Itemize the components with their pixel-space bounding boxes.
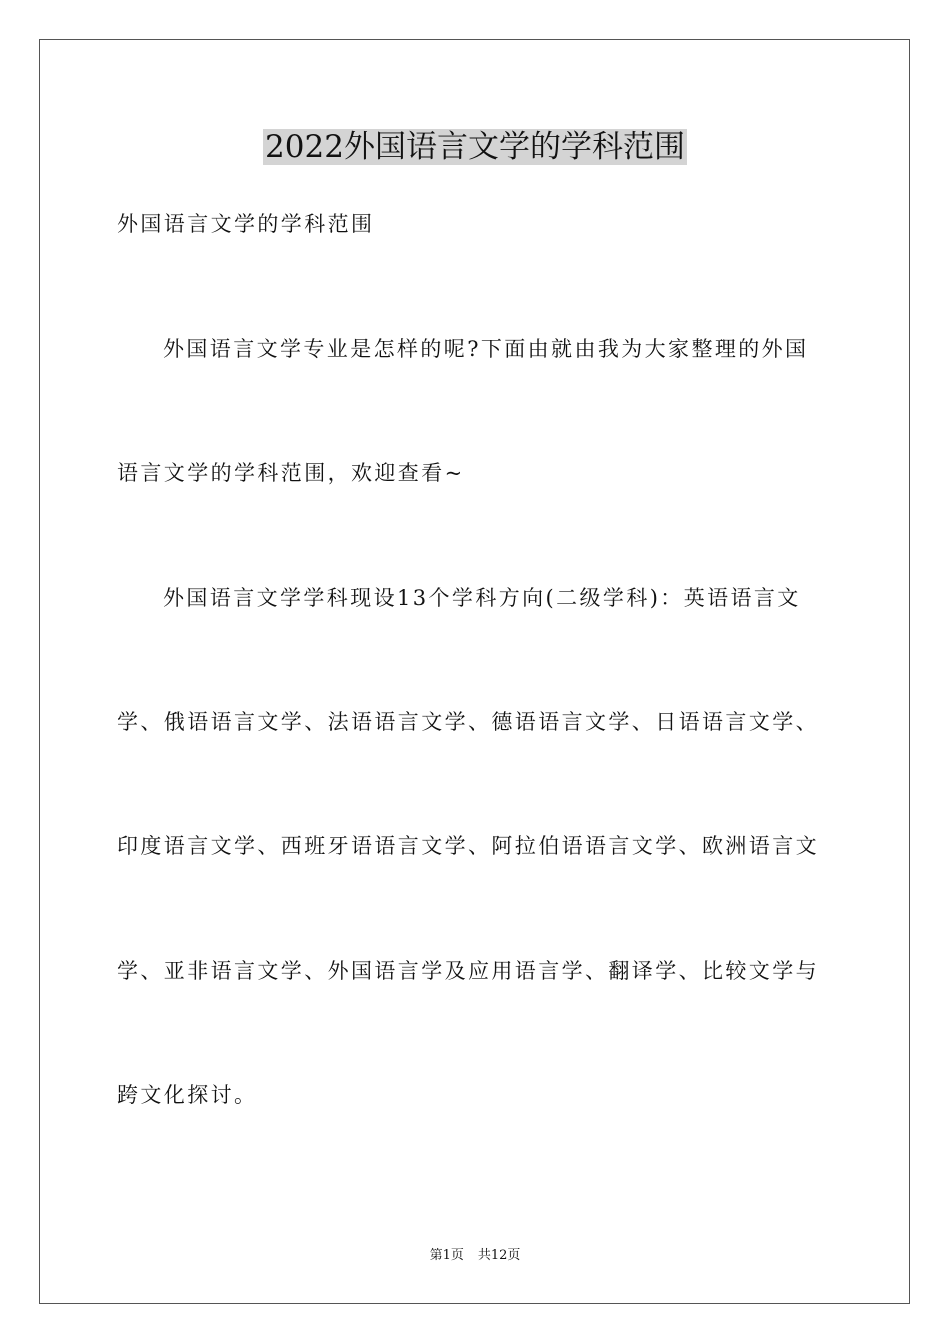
document-title-text: 2022外国语言文学的学科范围 bbox=[265, 129, 685, 165]
page-total: 共12页 bbox=[477, 1248, 521, 1263]
paragraph-line-2: 语言文学的学科范围，欢迎查看~ bbox=[117, 461, 465, 485]
document-title bbox=[0, 127, 950, 167]
page-number: 第1页 bbox=[429, 1248, 464, 1263]
document-subtitle: 外国语言文学的学科范围 bbox=[117, 212, 375, 236]
paragraph-line-5: 印度语言文学、西班牙语语言文学、阿拉伯语语言文学、欧洲语言文 bbox=[117, 834, 819, 858]
paragraph-line-6: 学、亚非语言文学、外国语言学及应用语言学、翻译学、比较文学与 bbox=[117, 959, 819, 983]
page-footer bbox=[0, 1247, 950, 1265]
paragraph-line-3: 外国语言文学学科现设13个学科方向(二级学科)：英语语言文 bbox=[163, 586, 801, 610]
paragraph-line-4: 学、俄语语言文学、法语语言文学、德语语言文学、日语语言文学、 bbox=[117, 710, 819, 734]
paragraph-line-1: 外国语言文学专业是怎样的呢?下面由就由我为大家整理的外国 bbox=[163, 337, 809, 361]
paragraph-line-7: 跨文化探讨。 bbox=[117, 1083, 258, 1107]
